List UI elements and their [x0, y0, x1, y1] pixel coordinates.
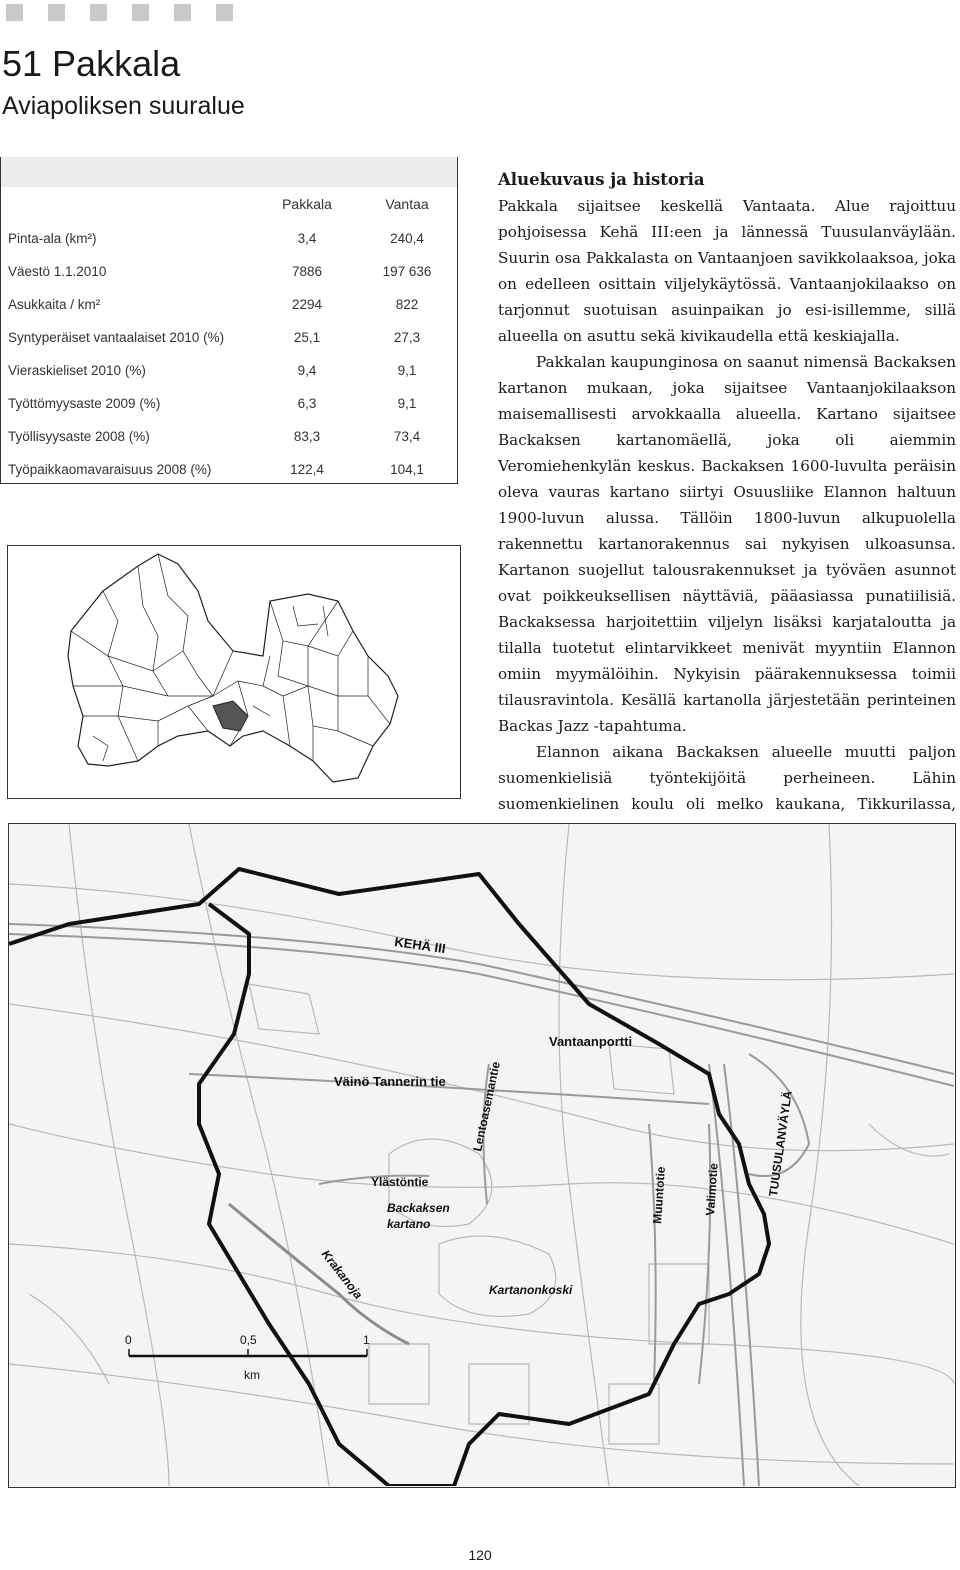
label-muuntotie: Muuntotie — [650, 1166, 668, 1225]
column-header-vantaa: Vantaa — [385, 196, 429, 212]
label-vaino-tannerin-tie: Väinö Tannerin tie — [334, 1074, 446, 1089]
locator-map — [7, 545, 461, 799]
label-valimotie: Valimotie — [703, 1162, 721, 1217]
table-row: Syntyperäiset vantaalaiset 2010 (%) 25,1 27,3 — [8, 330, 421, 345]
area-map — [8, 823, 956, 1488]
page-title: 51 Pakkala — [2, 43, 181, 84]
area-map-svg — [9, 824, 954, 1486]
article-paragraph: Pakkala sijaitsee keskellä Vantaata. Alue rajoittuu pohjoisessa Kehä III:een ja lännessä Tuusulanväylään. Suurin osa Pakkalasta on Vantaanjoen savikkolaaksoa, joka on edelleen osittain viljelykäytössä. Vantaanjokilaakso on tarjonnut suotuisan asuinpaikan jo esi-isillemme, sillä alueella on asuttu sekä kivikaudella että keskiajalla. — [498, 197, 956, 345]
table-row: Pinta-ala (km²) 3,4 240,4 — [8, 231, 424, 246]
label-kehä: KEHÄ III — [393, 934, 447, 957]
article-paragraph: Pakkalan kaupunginosa on saanut nimensä Backaksen kartanon mukaan, joka sijaitsee Vantaanjokilaakson maisemallisesti arvokkaalla alueella. Kartano sijaitsee Backaksen kartanomäellä, joka oli aiemmin Veromiehenkylän keskus. Backaksen 1600-luvulta peräisin oleva vauras kartano siirtyi Osuusliike Elannon haltuun 1900-luvun alussa. Tällöin 1800-luvun alkupuolella rakennettu kartanorakennus sai nykyisen ulkoasunsa. Kartanon suojellut talousrakennukset ja työväen asunnot ovat poikkeuksellisen näyttäviä, pääasiassa punatiilisiä. Backaksessa harjoitettiin viljelyn lisäksi karjataloutta ja tilalla tuotetut elintarvikkeet menivät myyntiin Elannon omiin myymälöihin. Nykyisin päärakennuksessa toimii tilausravintola. Kesällä kartanolla järjestetään perinteinen Backas Jazz -tapahtuma. — [498, 353, 956, 735]
statistics-table — [0, 157, 458, 484]
table-row: Väestö 1.1.2010 7886 197 636 — [8, 264, 432, 279]
article-paragraph: Elannon aikana Backaksen alueelle muutti paljon suomenkielisiä työntekijöitä perheineen. Lähin suomenkielinen koulu oli melko kaukana, Tikkurilassa, — [498, 743, 956, 813]
pakkala-highlight — [213, 701, 248, 731]
label-kartanonkoski: Kartanonkoski — [489, 1283, 573, 1297]
page-subtitle: Aviapoliksen suuralue — [2, 92, 245, 120]
scale-label-1: 1 — [363, 1333, 370, 1347]
page-number: 120 — [468, 1547, 492, 1563]
label-kartano: kartano — [387, 1217, 431, 1231]
scale-label-05: 0,5 — [240, 1333, 257, 1347]
decorative-squares — [6, 4, 233, 21]
vantaa-districts-map — [8, 546, 459, 797]
column-header-pakkala: Pakkala — [282, 196, 332, 212]
table-row: Asukkaita / km² 2294 822 — [8, 297, 419, 312]
label-tuusulanvayla: TUUSULANVÄYLÄ — [766, 1089, 795, 1198]
label-krakanoja: Krakanoja — [318, 1247, 366, 1302]
label-lentoasemantie: Lentoasemantie — [470, 1060, 503, 1153]
article-heading: Aluekuvaus ja historia — [498, 170, 705, 189]
table-row: Työpaikkaomavaraisuus 2008 (%) 122,4 104,1 — [8, 462, 424, 477]
table-row: Vieraskieliset 2010 (%) 9,4 9,1 — [8, 363, 417, 378]
label-backaksen: Backaksen — [387, 1201, 450, 1215]
scale-label-0: 0 — [125, 1333, 132, 1347]
label-ylastontie: Ylästöntie — [371, 1175, 429, 1189]
article — [498, 167, 956, 843]
table-row: Työttömyysaste 2009 (%) 6,3 9,1 — [8, 396, 417, 411]
label-vantaanportti: Vantaanportti — [549, 1034, 633, 1049]
table-row: Työllisyysaste 2008 (%) 83,3 73,4 — [8, 429, 421, 444]
scale-unit: km — [244, 1368, 260, 1382]
